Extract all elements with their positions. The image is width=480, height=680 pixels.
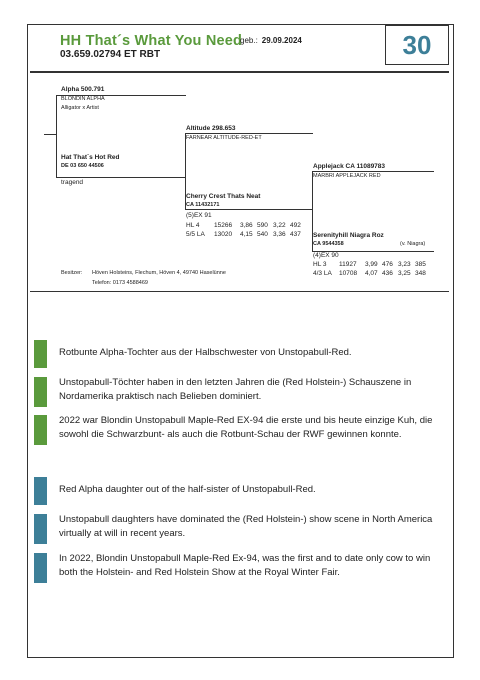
owner-address: Höven Holsteins, Flechum, Höven 4, 49740 Haselünne	[92, 270, 226, 276]
protein-kg: 385	[415, 261, 426, 268]
protein-kg: 492	[290, 222, 301, 229]
ddd-sire-line	[312, 171, 434, 172]
protein-kg: 437	[290, 231, 301, 238]
protein-percent: 3,36	[273, 231, 286, 238]
animal-name: HH That´s What You Need	[60, 33, 243, 49]
note-text: Red Alpha daughter out of the half-sister of Unstopabull-Red.	[59, 484, 316, 495]
note-text: Unstopabull daughters have dominated the (Red Holstein-) show scene in North America virtually at will in recent years.	[59, 514, 433, 539]
protein-percent: 3,22	[273, 222, 286, 229]
note-text: 2022 war Blondin Unstopabull Maple-Red EX-94 die erste und bis heute einzige Kuh, die sowohl die Schwarzbunt- als auch die Rotbunt-Schau der RWF gewinnen konnte.	[59, 415, 433, 440]
green-marker	[34, 415, 47, 445]
blue-marker	[34, 514, 47, 544]
note-en-2	[28, 512, 448, 546]
fat-percent: 3,86	[240, 222, 253, 229]
dam-sire-prefix: FARNEAR ALTITUDE-RED-ET	[186, 135, 262, 141]
pedigree-chart	[30, 72, 449, 292]
lot-number-box	[385, 25, 449, 65]
note-de-1	[28, 340, 448, 370]
registration-number: 03.659.02794 ET RBT	[60, 49, 161, 60]
milk-kg: 15266	[214, 222, 233, 229]
green-marker	[34, 340, 47, 368]
fat-kg: 476	[382, 261, 393, 268]
blue-marker	[34, 477, 47, 505]
birth-info	[240, 36, 302, 45]
milk-kg: 10708	[339, 270, 358, 277]
fat-percent: 4,07	[365, 270, 378, 277]
dam-reg: DE 03 650 44506	[61, 163, 104, 169]
dam-sire-name: Altitude 298.653	[186, 125, 236, 132]
dam-dam-classification: (5)EX 91	[186, 212, 212, 219]
dam-sire-line	[185, 133, 313, 134]
ddd-dam-classification: (4)EX 90	[313, 252, 339, 259]
protein-percent: 3,25	[398, 270, 411, 277]
protein-percent: 3,23	[398, 261, 411, 268]
dam-dam-lactation-row	[186, 222, 301, 229]
dam-dam-name: Cherry Crest Thats Neat	[186, 193, 261, 200]
birth-date: 29.09.2024	[261, 36, 302, 45]
fat-percent: 4,15	[240, 231, 253, 238]
note-de-2	[28, 375, 448, 409]
fat-percent: 3,99	[365, 261, 378, 268]
dam-dam-lactation-row	[186, 231, 301, 238]
lactation-label: 4/3 LA	[313, 270, 332, 277]
note-text: In 2022, Blondin Unstopabull Maple-Red Ex-94, was the first and to date only cow to win both the Holstein- and Red Holstein Show at the Royal Winter Fair.	[59, 553, 431, 578]
birth-label: geb.:	[240, 36, 258, 45]
ddd-dam-lactation-row	[313, 261, 426, 268]
note-en-1	[28, 477, 448, 507]
dam-name: Hat That´s Hot Red	[61, 154, 120, 161]
dam-line	[56, 177, 186, 178]
pedigree-connector	[44, 134, 56, 135]
protein-kg: 348	[415, 270, 426, 277]
sire-parentage: Alligator x Artist	[61, 105, 99, 111]
owner-label: Besitzer:	[61, 270, 83, 276]
lactation-label: 5/5 LA	[186, 231, 205, 238]
ddd-dam-sire-note: (v. Niagra)	[400, 241, 426, 247]
ddd-dam-reg: CA 9544358	[313, 241, 344, 247]
note-text: Unstopabull-Töchter haben in den letzten Jahren die (Red Holstein-) Schauszene in Nordamerika praktisch nach Belieben dominiert.	[59, 377, 412, 402]
sire-prefix: BLONDIN ALPHA	[61, 96, 105, 102]
note-text: Rotbunte Alpha-Tochter aus der Halbschwester von Unstopabull-Red.	[59, 347, 352, 358]
lot-header	[30, 27, 449, 72]
ddd-sire-prefix: MARBRI APPLEJACK RED	[313, 173, 381, 179]
lactation-label: HL 3	[313, 261, 327, 268]
fat-kg: 590	[257, 222, 268, 229]
milk-kg: 11927	[339, 261, 357, 268]
lactation-label: HL 4	[186, 222, 200, 229]
fat-kg: 540	[257, 231, 268, 238]
owner-phone: Telefon: 0173 4588469	[92, 280, 148, 286]
dam-dam-line	[185, 209, 313, 210]
green-marker	[34, 377, 47, 407]
pedigree-connector	[56, 95, 57, 177]
dam-dam-reg: CA 11432171	[186, 202, 220, 208]
dam-status: tragend	[61, 179, 84, 186]
lot-number: 30	[402, 29, 432, 60]
ddd-sire-name: Applejack CA 11089783	[313, 163, 386, 170]
ddd-dam-lactation-row	[313, 270, 426, 277]
sire-name: Alpha 500.791	[61, 86, 105, 93]
note-de-3	[28, 413, 448, 447]
ddd-dam-name: Serenityhill Niagra Roz	[313, 232, 384, 239]
fat-kg: 436	[382, 270, 393, 277]
milk-kg: 13020	[214, 231, 233, 238]
note-en-3	[28, 551, 448, 585]
blue-marker	[34, 553, 47, 583]
